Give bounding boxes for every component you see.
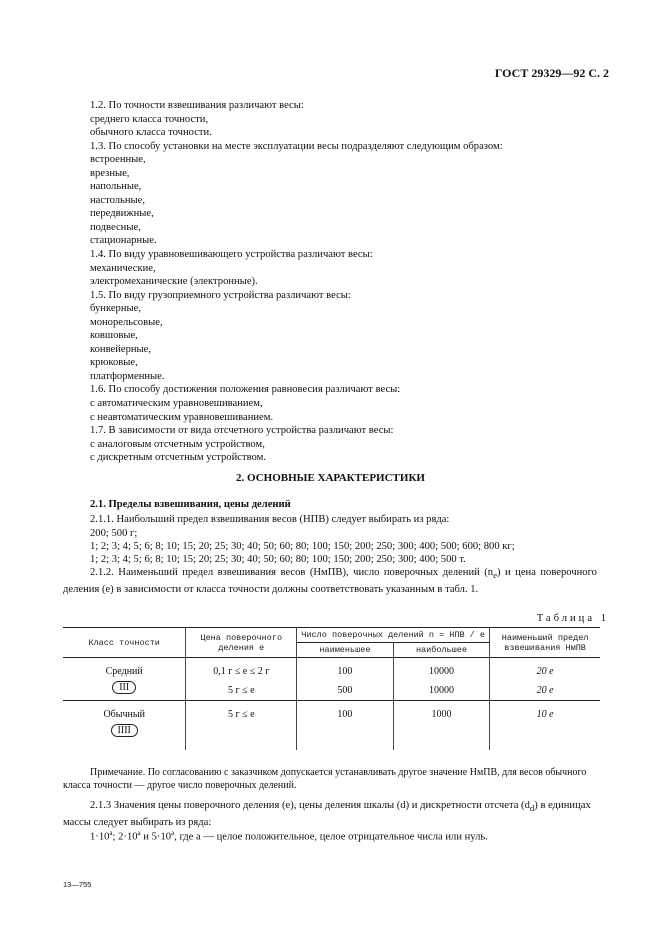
list-line: конвейерные, [90,343,152,355]
list-line: напольные, [90,181,142,193]
series-row-tons: 1; 2; 3; 4; 5; 6; 8; 10; 15; 20; 25; 30; 40; 50; 60; 80; 100; 150; 200; 250; 300; 400; 500 т. [90,554,466,565]
header-min: Наименьший предел взвешивания НмПВ [490,628,600,658]
table-note: Примечание. По согласованию с заказчиком допускается устанавливать другое значение НмПВ, для весов обычного класса точности — другое число поверочных делений. [63,767,587,791]
list-line: 1.4. По виду уравновешивающего устройства различают весы: [90,249,373,261]
list-line: ковшовые, [90,330,138,342]
list-line: крюковые, [90,357,138,369]
price-cell: 5 г ≤ e [186,701,297,751]
list-line: врезные, [90,167,130,179]
min-cell: 20 e [536,666,554,677]
subsection-title: 2.1. Пределы взвешивания, цены делений [90,499,291,510]
list-line: передвижные, [90,208,154,220]
list-line: 1.6. По способу достижения положения равновесия различают весы: [90,384,401,396]
list-line: электромеханические (электронные). [90,276,258,288]
price-cell: 5 г ≤ e [186,682,297,701]
table-caption: Таблица 1 [536,613,609,624]
list-line: 1.3. По способу установки на месте эксплуатации весы подразделяют следующим образом: [90,140,503,152]
list-line: механические, [90,262,156,274]
paragraph-2-1-3: 2.1.3 Значения цены поверочного деления (e), цены деления шкалы (d) и дискретности отсчета $(d_d)$ в единицах массы следует выбирать из ряда: [63,800,591,828]
page-footer: 13—755 [63,880,92,889]
min-cell: 20 e [490,682,600,701]
list-line: монорельсовые, [90,316,163,328]
high-cell: 1000 [393,701,490,751]
list-line: встроенные, [90,154,146,166]
header-price: Цена поверочного деления e [186,628,297,658]
list-line: стационарные. [90,235,157,247]
list-line: 1.7. В зависимости от вида отсчетного устройства различают весы: [90,425,394,437]
list-line: подвесные, [90,221,141,233]
table-1 [63,627,600,750]
header-high: наибольшее [393,643,490,658]
list-line: платформенные. [90,370,165,382]
paragraph-2-1-1: 2.1.1. Наибольший предел взвешивания весов (НПВ) следует выбирать из ряда: [90,514,450,525]
paragraph-2-1-2: 2.1.2. Наименьший предел взвешивания весов (НмПВ), число поверочных делений $(n_e)$ и цена поверочного деления (e) в зависимости от класса точности должны соответствовать указанным в табл. 1. [63,567,597,595]
list-line: бункерные, [90,303,141,315]
list-line: с неавтоматическим уравновешиванием. [90,411,274,423]
series-row-grams: 200; 500 г; [90,528,138,539]
low-cell: 100 [297,701,394,751]
low-cell: 100 [297,658,394,682]
section-title: 2. ОСНОВНЫЕ ХАРАКТЕРИСТИКИ [236,472,425,484]
list-line: настольные, [90,194,145,206]
list-line: среднего класса точности, [90,113,209,125]
table-row [63,701,600,751]
list-line: обычного класса точности. [90,127,212,139]
high-cell: 10000 [393,682,490,701]
low-cell: 500 [297,682,394,701]
series-row-kg: 1; 2; 3; 4; 5; 6; 8; 10; 15; 20; 25; 30; 40; 50; 60; 80; 100; 150; 200; 250; 300; 400; 500; 600; 800 кг; [90,541,515,552]
class-name: Обычный [103,709,145,720]
accuracy-mark: III [112,681,136,694]
list-line: 1.5. По виду грузоприемного устройства различают весы: [90,289,351,301]
min-cell: 10 e [536,709,554,720]
classification-list [90,99,610,465]
page-header: ГОСТ 29329—92 С. 2 [494,66,609,80]
header-low: наименьшее [297,643,394,658]
class-name: Средний [105,666,143,677]
header-count: Число поверочных делений n = НПВ / e [297,628,490,643]
list-line: 1.2. По точности взвешивания различают весы: [90,100,304,111]
price-cell: 0,1 г ≤ e ≤ 2 г [186,658,297,682]
header-class: Класс точности [63,628,186,658]
accuracy-mark: IIII [111,724,138,737]
high-cell: 10000 [393,658,490,682]
list-line: с дискретным отсчетным устройством. [90,452,266,464]
list-line: с аналоговым отсчетным устройством, [90,438,265,450]
paragraph-2-1-3-series: $1\cdot 10^а$; $2\cdot 10^а$ и $5\cdot 10^а$, где а — целое положительное, целое отрицательное числа или нуль. [90,829,488,843]
list-line: с автоматическим уравновешиванием, [90,398,263,410]
table-row [63,658,600,682]
